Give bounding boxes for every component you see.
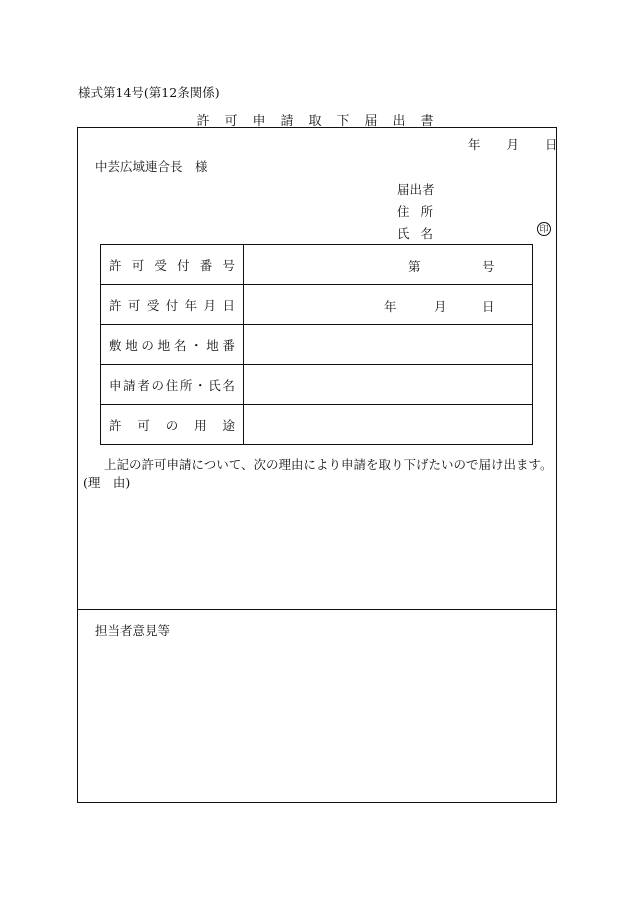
row-label-char: 年 <box>184 297 198 313</box>
staff-opinion-label: 担当者意見等 <box>95 623 171 638</box>
row-label-char: 付 <box>165 297 179 313</box>
row-label-char: 許 <box>109 257 122 273</box>
row-label-char: 氏 <box>208 377 221 393</box>
row-label <box>101 325 244 365</box>
row-label-char: 地 <box>206 337 219 353</box>
row-label-char: 可 <box>131 257 145 273</box>
row-label-char: 途 <box>222 417 235 433</box>
row-value-field[interactable] <box>244 285 533 325</box>
table-row <box>101 245 533 285</box>
row-label-char: 名 <box>222 377 235 393</box>
row-label-chars <box>101 336 243 354</box>
addressee: 中芸広域連合長 様 <box>95 159 208 174</box>
row-label-char: 号 <box>222 257 235 273</box>
row-value-marker: 日 <box>482 299 495 314</box>
row-label-char: 地 <box>125 337 138 353</box>
row-label-char: 付 <box>177 257 190 273</box>
row-label-char: 受 <box>146 297 160 313</box>
row-label-char: 月 <box>203 297 217 313</box>
row-label-char: ・ <box>194 377 207 393</box>
row-label-char: 許 <box>109 417 122 433</box>
form-number-label: 様式第14号(第12条関係) <box>78 85 220 100</box>
date-line <box>468 135 558 153</box>
row-value-field[interactable] <box>244 245 533 285</box>
row-label-char: 日 <box>222 297 235 313</box>
row-value-marker: 年 <box>384 299 397 314</box>
row-label <box>101 405 244 445</box>
row-label-char: の <box>165 417 179 433</box>
row-label-char: ・ <box>190 337 203 353</box>
row-label-char: 可 <box>127 297 141 313</box>
reason-label: (理 由) <box>83 475 131 490</box>
applicant-label: 届出者 <box>397 182 435 197</box>
row-label-char: 請 <box>123 377 136 393</box>
row-label-char: 敷 <box>109 337 122 353</box>
row-label-chars <box>101 256 243 274</box>
row-label-char: 受 <box>154 257 167 273</box>
row-label-chars <box>101 376 243 394</box>
address-label: 住所 <box>397 204 445 219</box>
date-year: 年 <box>468 137 481 152</box>
table-row <box>101 365 533 405</box>
row-label-char: 番 <box>222 337 235 353</box>
row-label-char: 番 <box>199 257 213 273</box>
row-label-char: の <box>141 337 154 353</box>
statement-text: 上記の許可申請について、次の理由により申請を取り下げたいので届け出ます。 <box>104 457 553 472</box>
row-label-char: の <box>151 377 165 393</box>
table-row <box>101 285 533 325</box>
table-row <box>101 325 533 365</box>
row-value-field[interactable] <box>244 405 533 445</box>
document-title: 許可申請取下届出書 <box>196 114 449 129</box>
table-row <box>101 405 533 445</box>
row-label-char: 可 <box>137 417 150 433</box>
row-value-field[interactable] <box>244 325 533 365</box>
row-value-marker: 号 <box>482 259 495 274</box>
row-label-char: 名 <box>173 337 187 353</box>
row-label-char: 用 <box>194 417 207 433</box>
row-label <box>101 245 244 285</box>
row-label-char: 申 <box>109 377 122 393</box>
row-label-char: 許 <box>109 297 122 313</box>
row-label-char: 地 <box>157 337 171 353</box>
row-label-chars <box>101 296 243 314</box>
permit-info-table <box>100 244 533 445</box>
name-label: 氏名 <box>397 226 445 241</box>
row-label <box>101 285 244 325</box>
row-value-marker: 第 <box>408 259 421 274</box>
row-label-char: 所 <box>179 377 193 393</box>
date-day: 日 <box>545 137 558 152</box>
date-month: 月 <box>506 137 520 152</box>
row-label-char: 住 <box>165 377 179 393</box>
row-value-marker: 月 <box>434 299 447 314</box>
row-label-chars <box>101 416 243 434</box>
row-label <box>101 365 244 405</box>
seal-mark: 印 <box>537 222 551 236</box>
row-value-field[interactable] <box>244 365 533 405</box>
section-divider <box>78 609 556 610</box>
row-label-char: 者 <box>137 377 150 393</box>
